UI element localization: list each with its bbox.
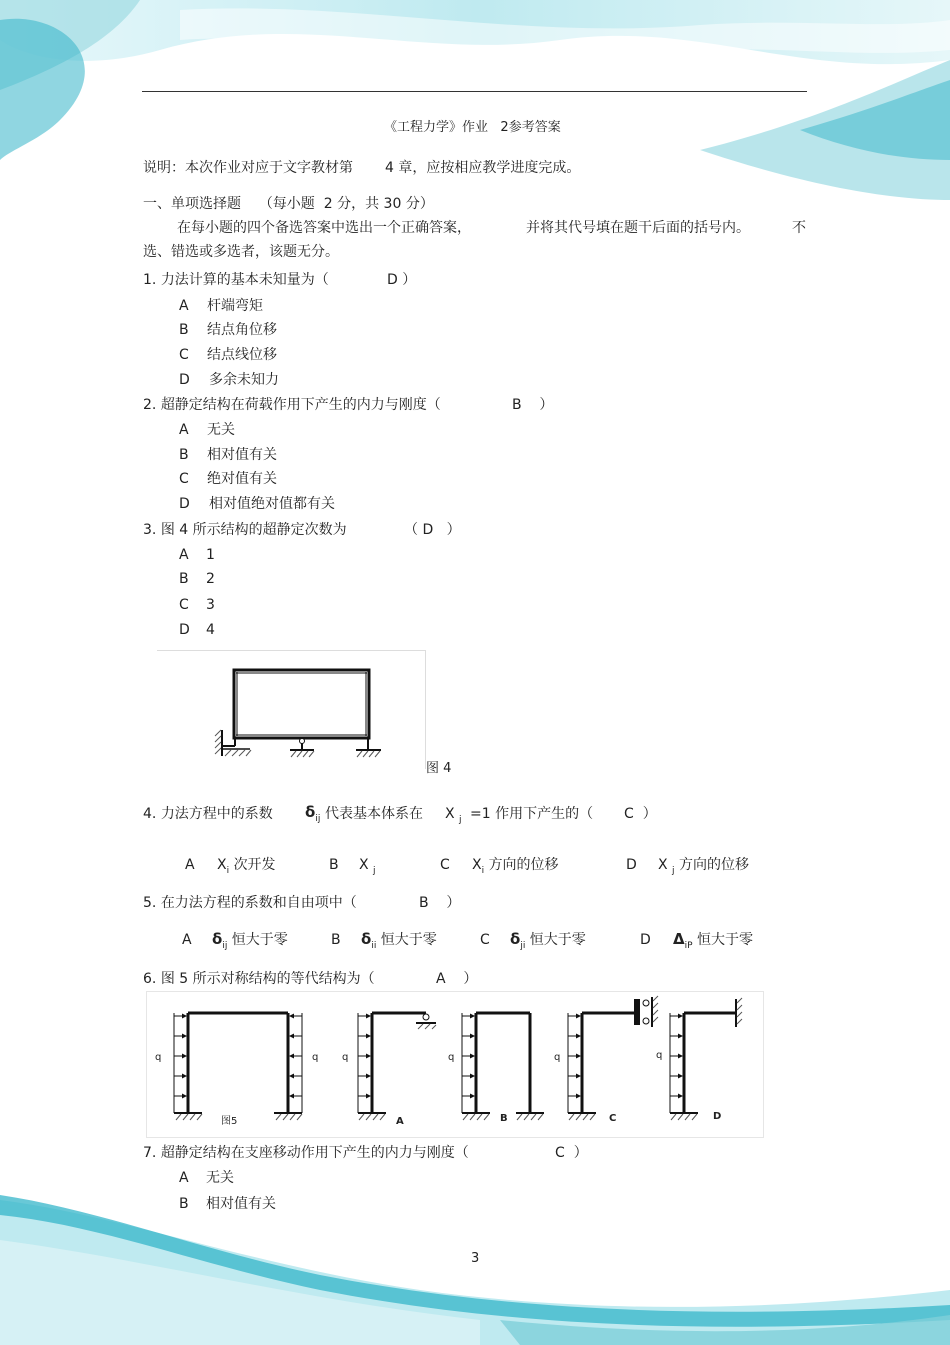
q1-option-d (179, 371, 279, 389)
option-key: A (179, 1170, 189, 1186)
option-text: 结点角位移 (207, 322, 277, 338)
q7-stem: 超静定结构在支座移动作用下产生的内力与刚度（ (160, 1145, 469, 1161)
q7-option-a (179, 1169, 234, 1187)
q7-answer-key: C (555, 1145, 565, 1161)
q2-option-c (179, 470, 277, 488)
page-title (384, 119, 561, 137)
x-symbol: X (445, 806, 455, 822)
q3-answer (404, 521, 461, 539)
option-text: 相对值有关 (206, 1196, 276, 1212)
option-text: 杆端弯矩 (207, 298, 263, 314)
fig5-label-b: B (500, 1113, 508, 1124)
option-text: 方向的位移 (488, 857, 559, 873)
option-key: B (179, 1196, 189, 1212)
q4-option-c (440, 856, 559, 880)
question-3 (143, 521, 347, 539)
figure-5-diagram (146, 991, 762, 1136)
intro-text-b: 章，应按相应教学进度完成。 (398, 160, 581, 176)
option-key: A (179, 547, 189, 563)
score-each: 2 (323, 196, 333, 212)
q2-option-d (179, 495, 335, 513)
option-sub: iP (684, 940, 693, 951)
option-x: X (472, 857, 482, 873)
intro-chapter: 4 (385, 160, 394, 176)
option-key: C (480, 932, 490, 948)
q4-answer-key: C (624, 806, 634, 822)
score-end: 分） (405, 196, 434, 212)
q5-answer (419, 894, 460, 912)
instruction-b: 并将其代号填在题干后面的括号内。 (526, 220, 750, 236)
title-text: 《工程力学》作业 (384, 120, 489, 135)
q3-option-a (179, 546, 215, 564)
option-sub: ij (222, 940, 228, 951)
q6-answer-key: A (436, 971, 446, 987)
fig5-load-label-2: q (312, 1052, 319, 1063)
intro-note (143, 159, 580, 177)
q1-option-a (179, 297, 263, 315)
fig5-original-frame (174, 1013, 302, 1120)
option-key: B (179, 447, 189, 463)
q3-close: ） (446, 522, 461, 538)
question-7 (143, 1144, 469, 1162)
q7-number: 7. (143, 1145, 157, 1161)
option-key: D (179, 622, 190, 638)
q7-option-b (179, 1195, 276, 1213)
option-symbol: δ (361, 930, 372, 948)
fig5-load-label-d: q (656, 1050, 663, 1061)
section-heading (143, 195, 434, 213)
fig5-label-c: C (609, 1113, 617, 1124)
q3-option-c (179, 596, 215, 614)
option-key: D (626, 857, 637, 873)
option-key: D (179, 496, 190, 512)
option-key: D (179, 372, 190, 388)
q2-stem: 超静定结构在荷载作用下产生的内力与刚度（ (160, 397, 441, 413)
title-number: 2 (500, 120, 509, 135)
option-text: 恒大于零 (380, 932, 437, 948)
q3-open: （ (404, 522, 418, 538)
q7-answer (555, 1144, 588, 1162)
q1-answer-key: D (387, 272, 398, 288)
option-x: X (359, 857, 369, 873)
q6-answer (436, 970, 477, 988)
option-sub: i (226, 865, 230, 876)
fig5-option-c (568, 996, 658, 1120)
question-4 (143, 805, 273, 823)
fig5-label-d: D (713, 1111, 722, 1122)
q2-answer (512, 396, 553, 414)
q4-x (445, 805, 462, 829)
q5-option-b (331, 930, 437, 955)
q3-option-d (179, 621, 215, 639)
q1-number: 1. (143, 272, 157, 288)
option-key: A (185, 857, 195, 873)
header-rule (142, 91, 807, 92)
q3-option-b (179, 570, 215, 588)
question-1 (143, 271, 329, 289)
option-sub: j (672, 865, 675, 876)
option-text: 结点线位移 (207, 347, 277, 363)
q5-number: 5. (143, 895, 157, 911)
option-x: X (658, 857, 668, 873)
fig5-option-d (670, 998, 742, 1120)
option-key: C (179, 597, 189, 613)
option-key: C (179, 347, 189, 363)
option-text: 2 (206, 571, 215, 587)
option-sub: j (373, 865, 376, 876)
q1-option-c (179, 346, 277, 364)
option-sub: i (481, 865, 485, 876)
option-key: B (179, 322, 189, 338)
option-text: 次开发 (233, 857, 276, 873)
q3-number: 3. (143, 522, 157, 538)
q2-answer-key: B (512, 397, 522, 413)
instruction-line-1 (177, 219, 471, 237)
q1-close: ） (402, 272, 417, 288)
question-6 (143, 970, 375, 988)
q4-option-a (185, 856, 276, 880)
figure-4-diagram (205, 664, 395, 764)
option-key: A (179, 298, 189, 314)
q5-close: ） (446, 895, 461, 911)
score-open: （每小题 (258, 196, 315, 212)
q1-option-b (179, 321, 277, 339)
delta-symbol: δ (305, 803, 316, 821)
option-symbol: δ (510, 930, 521, 948)
q5-stem: 在力法方程的系数和自由项中（ (160, 895, 357, 911)
option-text: 无关 (207, 422, 235, 438)
fig5-label-a: A (396, 1116, 404, 1127)
q3-stem: 图 4 所示结构的超静定次数为 (160, 522, 347, 538)
option-key: C (179, 471, 189, 487)
x-subscript: j (459, 814, 462, 825)
fig5-load-label-1: q (155, 1052, 162, 1063)
q7-close: ） (573, 1145, 588, 1161)
q4-stem-c: =1 作用下产生的（ (470, 806, 594, 822)
intro-text-a: 说明：本次作业对应于文字教材第 (143, 160, 353, 176)
fig5-option-a (358, 1013, 436, 1120)
q2-option-a (179, 421, 235, 439)
option-key: B (331, 932, 341, 948)
q4-close: ） (642, 806, 657, 822)
fig5-caption: 图5 (221, 1116, 238, 1127)
question-5 (143, 894, 357, 912)
option-text: 恒大于零 (697, 932, 753, 948)
option-key: B (179, 571, 189, 587)
option-text: 3 (206, 597, 215, 613)
option-sub: ji (520, 940, 526, 951)
option-text: 无关 (206, 1170, 234, 1186)
q2-option-b (179, 446, 277, 464)
option-text: 相对值绝对值都有关 (209, 496, 335, 512)
q2-close: ） (539, 397, 554, 413)
option-text: 绝对值有关 (207, 471, 277, 487)
score-mid: 分，共 (337, 196, 380, 212)
fig5-load-label-a: q (342, 1052, 349, 1063)
option-text: 相对值有关 (207, 447, 277, 463)
q6-number: 6. (143, 971, 157, 987)
option-text: 多余未知力 (209, 372, 279, 388)
figure-4-caption: 图 4 (426, 761, 452, 776)
option-key: B (329, 857, 339, 873)
delta-subscript: ij (315, 813, 321, 824)
fig5-load-label-b: q (448, 1052, 455, 1063)
q2-number: 2. (143, 397, 157, 413)
instruction-a: 在每小题的四个备选答案中选出一个正确答案， (177, 220, 471, 236)
option-key: A (182, 932, 192, 948)
q5-option-a (182, 930, 288, 955)
q4-stem-b: 代表基本体系在 (325, 806, 423, 822)
option-symbol: Δ (673, 930, 685, 948)
q5-option-c (480, 930, 586, 955)
q5-option-d (640, 930, 753, 955)
q6-close: ） (463, 971, 478, 987)
page-number: 3 (471, 1251, 480, 1266)
q1-stem: 力法计算的基本未知量为（ (160, 272, 329, 288)
q3-answer-key: D (422, 522, 434, 538)
q6-stem: 图 5 所示对称结构的等代结构为（ (160, 971, 375, 987)
option-text: 恒大于零 (231, 932, 288, 948)
q4-option-d (626, 856, 749, 880)
q5-answer-key: B (419, 895, 429, 911)
option-text: 1 (206, 547, 215, 563)
title-suffix: 参考答案 (508, 120, 561, 135)
option-text: 恒大于零 (529, 932, 586, 948)
q4-stem-a: 力法方程中的系数 (160, 806, 273, 822)
option-text: 方向的位移 (679, 857, 750, 873)
q4-answer (624, 805, 657, 823)
score-total: 30 (383, 196, 402, 212)
fig5-option-b (462, 1013, 544, 1120)
instruction-d: 选、错选或多选者，该题无分。 (143, 244, 339, 260)
fig5-load-label-c: q (554, 1052, 561, 1063)
option-key: A (179, 422, 189, 438)
section-title: 一、单项选择题 (143, 196, 241, 212)
option-text: 4 (206, 622, 215, 638)
question-2 (143, 396, 441, 414)
q4-number: 4. (143, 806, 157, 822)
instruction-c: 不 (792, 220, 806, 236)
option-x: X (217, 857, 227, 873)
option-key: C (440, 857, 450, 873)
option-sub: ii (371, 940, 377, 951)
q4-delta (305, 803, 320, 828)
option-symbol: δ (212, 930, 223, 948)
q1-answer (387, 271, 416, 289)
option-key: D (640, 932, 651, 948)
q4-option-b (329, 856, 376, 880)
